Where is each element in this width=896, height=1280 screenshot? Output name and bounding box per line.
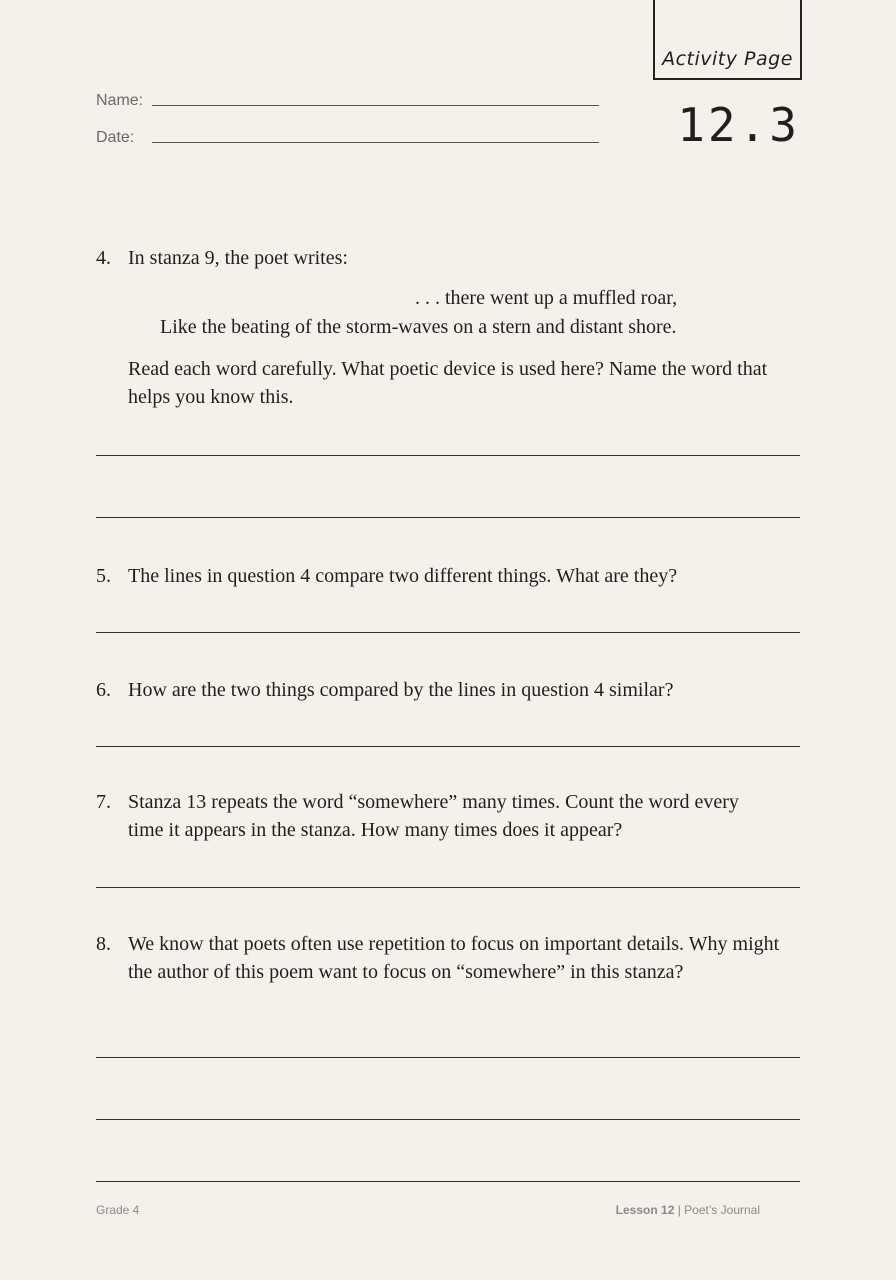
answer-line-4a[interactable] [96, 455, 800, 456]
question-6-number: 6. [96, 679, 111, 701]
question-4-followup: Read each word carefully. What poetic device is used here? Name the word that helps you know this. [128, 358, 768, 408]
answer-line-5[interactable] [96, 632, 800, 633]
question-8-text: We know that poets often use repetition to focus on important details. Why might the author of this poem want to focus on “somewhere” in this stanza? [128, 933, 780, 983]
answer-line-4b[interactable] [96, 517, 800, 518]
question-5-text: The lines in question 4 compare two different things. What are they? [128, 565, 678, 587]
answer-line-6[interactable] [96, 746, 800, 747]
footer-separator: | [674, 1203, 685, 1217]
question-6-text: How are the two things compared by the lines in question 4 similar? [128, 679, 674, 701]
answer-line-7[interactable] [96, 887, 800, 888]
activity-page-label: Activity Page [662, 48, 793, 70]
footer-grade: Grade 4 [96, 1203, 140, 1217]
activity-page-tab [653, 0, 802, 80]
date-field[interactable] [152, 142, 599, 143]
footer-journal: Poet’s Journal [684, 1203, 760, 1217]
answer-line-8a[interactable] [96, 1057, 800, 1058]
name-label: Name: [96, 92, 144, 109]
footer-lesson: Lesson 12 [615, 1203, 675, 1217]
question-7-number: 7. [96, 791, 111, 813]
question-4-quote-line-2: Like the beating of the storm-waves on a stern and distant shore. [160, 316, 677, 338]
answer-line-8b[interactable] [96, 1119, 800, 1120]
answer-line-8c[interactable] [96, 1181, 800, 1182]
footer-lesson-info [616, 1203, 760, 1217]
date-label: Date: [96, 129, 135, 146]
question-4-quote-line-1: . . . there went up a muffled roar, [415, 287, 678, 309]
question-7-text: Stanza 13 repeats the word “somewhere” many times. Count the word every time it appears in the stanza. How many times does it appear? [128, 791, 739, 841]
question-8-number: 8. [96, 933, 111, 955]
question-4-number: 4. [96, 247, 111, 269]
question-5-number: 5. [96, 565, 111, 587]
page-number: 12.3 [677, 98, 800, 152]
name-field[interactable] [152, 105, 599, 106]
question-4-text: In stanza 9, the poet writes: [128, 247, 348, 269]
